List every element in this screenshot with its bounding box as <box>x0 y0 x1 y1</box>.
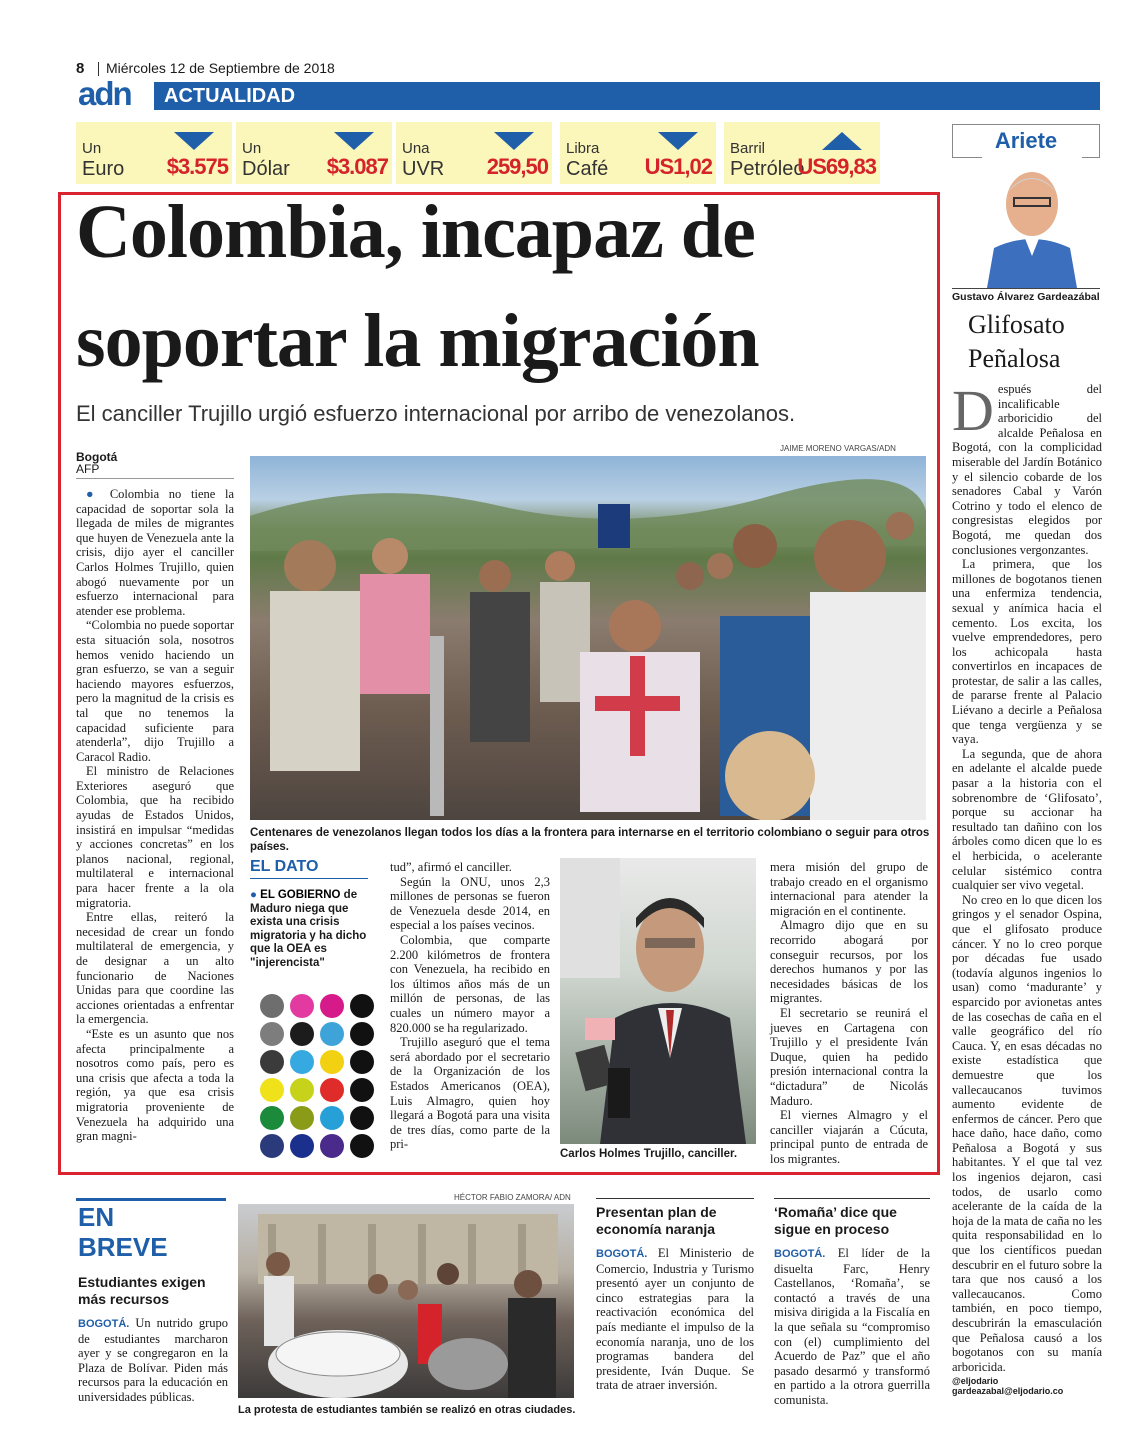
bullet-icon: ● <box>86 487 101 501</box>
breve-item-2-text: BOGOTÁ. El Ministerio de Comercio, Industria y Turismo presentó ayer un conjunto de cinco estrategias para la reactivación económica del país mediante el impulso de la economía naranja, uno de los programas bandera del presidente, Iván Duque. Se trata de atraer inversión. <box>596 1246 754 1393</box>
ariete-title: Ariete <box>994 128 1058 153</box>
swatch-dot <box>320 1106 344 1130</box>
article-column-3 <box>390 860 550 1152</box>
author-illustration <box>982 156 1082 288</box>
arrow-down-icon <box>174 132 214 150</box>
swatch-dot <box>320 1134 344 1158</box>
breve-rule <box>76 1198 226 1201</box>
breve-photo-credit: HÉCTOR FABIO ZAMORA/ ADN <box>454 1193 571 1202</box>
crowd-illustration <box>250 456 926 820</box>
indicator-value: US69,83 <box>797 154 876 179</box>
byline-rule <box>76 478 234 479</box>
drop-cap: D <box>952 378 994 443</box>
swatch-dot <box>350 1050 374 1074</box>
breve-title-line-1: EN <box>78 1202 115 1232</box>
agency: AFP <box>76 462 100 476</box>
protest-illustration <box>238 1204 574 1398</box>
column-title-line-1: Glifosato <box>968 310 1065 339</box>
column-paragraphs <box>952 557 1102 1374</box>
indicator-label-line-2: Euro <box>82 158 125 180</box>
swatch-dot <box>290 1106 314 1130</box>
column-body <box>952 378 1102 1397</box>
photo-caption: Centenares de venezolanos llegan todos los días a la frontera para internarse en el territorio colombiano o seguir para otros países. <box>250 827 930 853</box>
paragraph: Colombia, que comparte 2.200 kilómetros de frontera con Venezuela, ha recibido en los últimos años más de un millón de personas, de las cuales un número mayor a 820.000 se ha regularizado. <box>390 932 550 1035</box>
swatch-dot <box>260 1078 284 1102</box>
paragraph: “Este es un asunto que nos afecta principalmente a nosotros como país, pero es una crisis que afecta a toda la región, ya que esa crisis migratoria proveniente de Venezuela ha adquirido una gran magni- <box>76 1026 234 1144</box>
headline-line-1: Colombia, incapaz de <box>76 190 755 274</box>
indicator-value: $3.575 <box>166 154 228 179</box>
swatch-dot <box>320 994 344 1018</box>
article-column-4 <box>770 860 928 1166</box>
photo-credit: JAIME MORENO VARGAS/ADN <box>780 444 896 453</box>
paragraph: Entre ellas, reiteró la necesidad de crear un fondo multilateral de emergencia, y de designar a un alto funcionario de Naciones Unidas para que coordine las acciones orientadas a enfrentar la emergencia. <box>76 910 234 1027</box>
page-date: Miércoles 12 de Septiembre de 2018 <box>106 60 335 76</box>
breve-item-3-rule <box>774 1198 930 1199</box>
swatch-dot <box>260 1050 284 1074</box>
swatch-dot <box>290 1050 314 1074</box>
paragraph: Trujillo aseguró que el tema será abordado por el secretario de la Organización de los Estados Americanos (OEA), Luis Almagro, quien hoy llegará a Bogotá para una visita de tres días, como parte de la pri- <box>390 1035 550 1152</box>
indicator-value: $3.087 <box>326 154 388 179</box>
indicator-2 <box>236 122 392 184</box>
paragraph: La segunda, que de ahora en adelante el alcalde puede pasar a la historia con el sobrenombre de ‘Glifosato’, porque su accionar ha resultado tan dañino con los árboles como dicen que lo es el herbicida, o acelerante celular sistémico contra cualquier ser vivo vegetal. <box>952 746 1102 893</box>
el-dato-title: EL DATO <box>250 858 368 879</box>
section-title: ACTUALIDAD <box>164 85 296 107</box>
column-handle: @eljodario <box>952 1376 999 1387</box>
paragraph: mera misión del grupo de trabajo creado en el organismo internacional para atender la migración en el continente. <box>770 860 928 918</box>
column-email: gardeazabal@eljodario.co <box>952 1386 1064 1397</box>
column-first-paragraph: Después del incalificable arboricidio del alcalde Peñalosa en Bogotá, con la complicidad miserable del Jardín Botánico y el silencio cobarde de los senadores Cabal y Varón Cotrino y todo el elenco de congresistas elegidos por Bogotá, me quedan dos conclusiones vergonzantes. <box>952 378 1102 557</box>
indicator-label-line-1: Un <box>82 140 102 157</box>
author-rule <box>952 288 1100 289</box>
swatch-dot <box>290 1134 314 1158</box>
arrow-up-icon <box>822 132 862 150</box>
paragraph: El secretario se reunirá el jueves en Cartagena con Trujillo y el presidente Iván Duque, quien ha pedido presión internacional contra la “dictadura” de Nicolás Maduro. <box>770 1005 928 1108</box>
breve-title-line-2: BREVE <box>78 1232 168 1262</box>
breve-item-2-rule <box>596 1198 754 1199</box>
swatch-dot <box>290 994 314 1018</box>
indicator-3 <box>396 122 552 184</box>
indicator-label-line-2: UVR <box>402 158 445 180</box>
arrow-down-icon <box>494 132 534 150</box>
indicator-value: US1,02 <box>644 154 712 179</box>
paragraph: No creo en lo que dicen los gringos y el senador Ospina, que el glifosato produce cáncer. Y no lo creo porque por décadas fue usado (todavía algunos ingenios lo usan) como ‘madurante’ y esparcido por avionetas antes de las cosechas de caña en el valle geográfico del río Cauca. Y, en esas décadas no existe estadística que demuestre que los vallecaucanos tuvimos aumento evidente de enfermos de cáncer. Pero que hace daño, hace daño, como Peñalosa a Bogotá y sus habitantes. Y el que tal vez los ingenios dejaron, casi todos, de usarlo como acelerante de la caída de la hoja de la mata de caña no les quita responsabilidad en lo que los científicos puedan descubrir en el futuro sobre la tara que nos causó a los vallecaucanos. Como también, en poco tiempo, descubrirán la emasculación que Peñalosa causó a los bogotanos con su manía arboricida. <box>952 892 1102 1374</box>
swatch-dot <box>320 1078 344 1102</box>
breve-item-1-text: BOGOTÁ. Un nutrido grupo de estudiantes marcharon ayer y se congregaron en la Plaza de Bolívar. Piden más recursos para la educación en universidades públicas. <box>78 1316 228 1404</box>
author-photo <box>982 156 1082 288</box>
indicator-label-line-1: Libra <box>566 140 600 157</box>
el-dato-text: ● EL GOBIERNO de Maduro niega que exista una crisis migratoria y ha dicho que la OEA es "injerencista" <box>250 889 367 969</box>
column-title-line-2: Peñalosa <box>968 344 1061 373</box>
paragraph: ● Colombia no tiene la capacidad de soportar sola la llegada de miles de migrantes que huyen de Venezuela ante la crisis, dijo ayer el canciller Carlos Holmes Trujillo, quien abogó nuevamente por un esfuerzo internacional para atender ese problema. <box>76 487 234 618</box>
subheadline: El canciller Trujillo urgió esfuerzo internacional por arribo de venezolanos. <box>76 401 796 426</box>
brand-logo: adn <box>78 75 131 112</box>
swatch-dot <box>260 1022 284 1046</box>
portrait-caption: Carlos Holmes Trujillo, canciller. <box>560 1148 738 1160</box>
swatch-dot <box>320 1050 344 1074</box>
breve-item-3-text: BOGOTÁ. El líder de la disuelta Farc, Henry Castellanos, ‘Romaña’, se contactó a través de una misiva dirigida a la Fiscalía en la que señala su “compromiso con (el) cumplimiento del Acuerdo de Paz” que el año pasado desarmó y transformó en partido a la otrora guerrilla comunista. <box>774 1246 930 1407</box>
indicator-4 <box>560 122 716 184</box>
indicator-value: 259,50 <box>486 154 548 179</box>
indicator-label-line-2: Petróleo <box>730 158 805 180</box>
students-photo <box>238 1204 574 1398</box>
headline-line-2: soportar la migración <box>76 299 759 383</box>
trujillo-photo <box>560 858 756 1144</box>
swatch-dot <box>290 1078 314 1102</box>
swatch-dot <box>260 994 284 1018</box>
swatch-dot <box>260 1106 284 1130</box>
paragraph: Según la ONU, unos 2,3 millones de personas se fueron de Venezuela desde 2014, en especial a los países vecinos. <box>390 874 550 933</box>
breve-item-3-title: ‘Romaña’ dice que sigue en proceso <box>774 1204 897 1237</box>
arrow-down-icon <box>334 132 374 150</box>
swatch-dot <box>350 1106 374 1130</box>
bullet-icon: ● <box>250 889 257 901</box>
paragraph: “Colombia no puede soportar esta situación sola, nosotros hemos venido haciendo un gran esfuerzo, se van a seguir haciendo mayores esfuerzos, pero la magnitud de la crisis es tal que no tenemos la capacidad suficiente para atenderla”, dijo Trujillo a Caracol Radio. <box>76 618 234 764</box>
el-dato-box <box>250 858 368 1166</box>
page-number: 8 <box>76 60 85 77</box>
author-name: Gustavo Álvarez Gardeazábal <box>952 291 1100 303</box>
swatch-dot <box>320 1022 344 1046</box>
paragraph: El viernes Almagro y el canciller viajarán a Cúcuta, principal punto de entrada de los migrantes. <box>770 1108 928 1166</box>
paragraph: tud”, afirmó el canciller. <box>390 860 512 874</box>
arrow-down-icon <box>658 132 698 150</box>
swatch-dot <box>350 994 374 1018</box>
swatch-dot <box>260 1134 284 1158</box>
swatch-dot <box>350 1022 374 1046</box>
swatch-dot <box>350 1134 374 1158</box>
indicator-1 <box>76 122 232 184</box>
swatch-dot <box>290 1022 314 1046</box>
paragraph: El ministro de Relaciones Exteriores aseguró que Colombia, que ha recibido ayudas de Estados Unidos, insistirá en impulsar “medidas y acciones concretas” en los planos nacional, regional, multilateral e internacional para hacer frente a la ola migratoria. <box>76 764 234 910</box>
dateline: Bogotá <box>76 450 118 464</box>
indicator-5 <box>724 122 880 184</box>
indicator-label-line-1: Una <box>402 140 430 157</box>
portrait-illustration <box>560 858 756 1144</box>
indicator-label-line-2: Café <box>566 158 609 180</box>
paragraph: Almagro dijo que en su recorrido abogará por conseguir recursos, por los derechos humanos y por las necesidades básicas de los migrantes. <box>770 918 928 1006</box>
swatch-dot <box>350 1078 374 1102</box>
indicator-label-line-1: Barril <box>730 140 766 157</box>
indicator-label-line-2: Dólar <box>242 158 290 180</box>
breve-item-1-title: Estudiantes exigen más recursos <box>78 1274 206 1307</box>
color-swatch-chart <box>260 994 380 1164</box>
breve-item-2-title: Presentan plan de economía naranja <box>596 1204 717 1237</box>
header-divider <box>98 62 99 76</box>
paragraph: La primera, que los millones de bogotanos tienen una enfermiza tendencia, sexual y anímica hacia el cemento. Los excita, los vuelve emprendedores, pero los achicopala hasta convertirlos en incapaces de protestar, de salir a las calles, de pararse frente al Palacio Liévano a decirle a Peñalosa que tenga vergüenza y se vaya. <box>952 557 1102 747</box>
breve-photo-caption: La protesta de estudiantes también se realizó en otras ciudades. <box>238 1404 576 1416</box>
migrants-photo <box>250 456 926 820</box>
indicator-label-line-1: Un <box>242 140 262 157</box>
article-column-1 <box>76 487 234 1144</box>
